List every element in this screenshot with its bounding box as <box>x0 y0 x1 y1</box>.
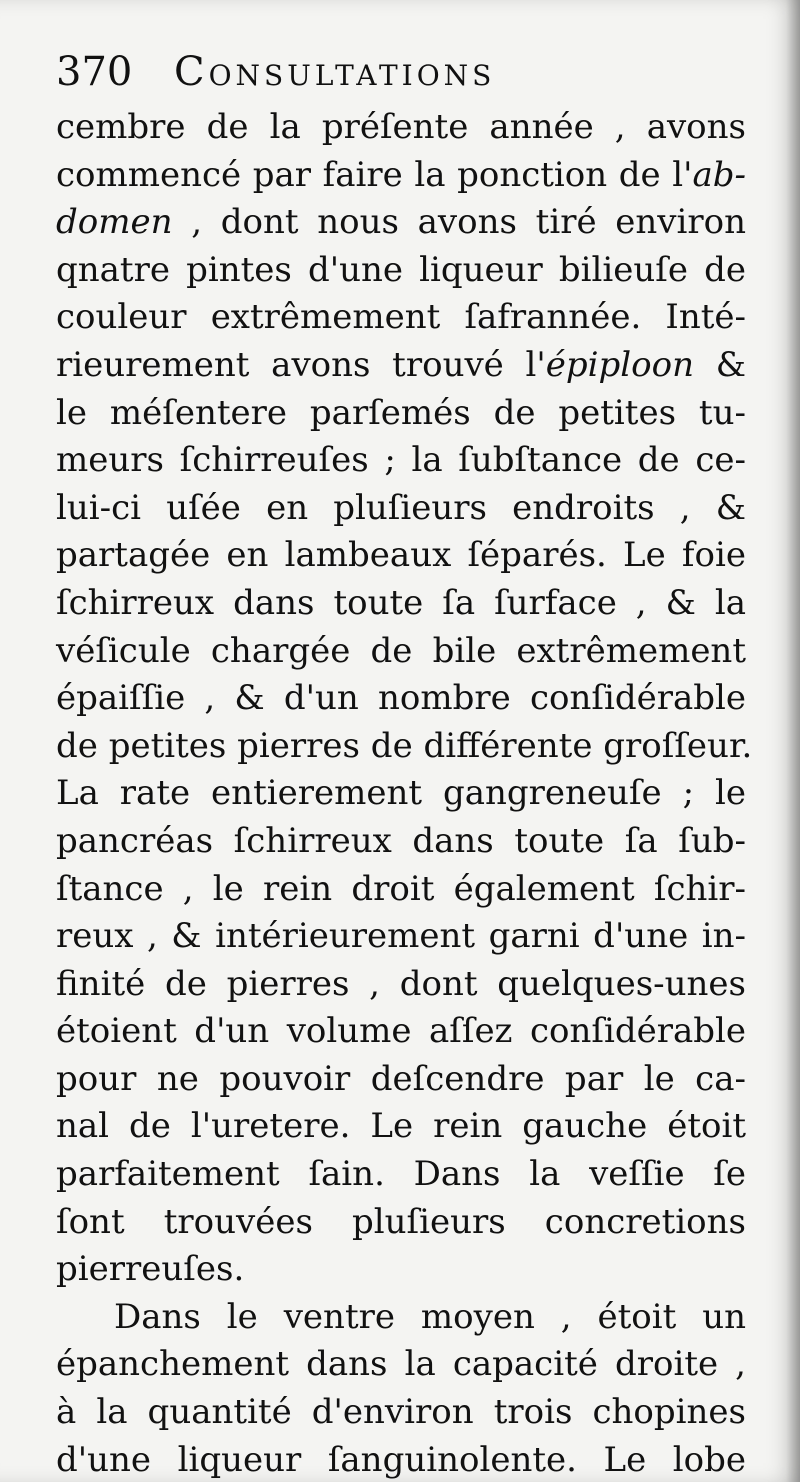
running-head <box>56 44 756 100</box>
text-line: véſicule chargée de bile extrêmement <box>56 630 746 671</box>
text-line: reux , & intérieurement garni d'une in- <box>56 916 746 957</box>
text-line: étoient d'un volume aſſez conſidérable <box>56 1011 746 1052</box>
text-line: pancréas ſchirreux dans toute ſa ſub- <box>56 820 746 861</box>
text-line: partagée en lambeaux ſéparés. Le foie <box>56 535 746 576</box>
text-line: épanchement dans la capacité droite , <box>56 1344 746 1385</box>
text-line: ſchirreux dans toute ſa ſurface , & la <box>56 582 746 623</box>
page-edge-shadow <box>786 0 800 1482</box>
text-line-last: pierreuſes. <box>56 1249 245 1290</box>
text-line: à la quantité d'environ trois chopines <box>56 1392 746 1433</box>
text-line: La rate entierement gangreneuſe ; le <box>56 773 746 814</box>
text-line-split: domen , dont nous avons tiré environ <box>56 202 746 243</box>
text-line-indented: Dans le ventre moyen , étoit un <box>114 1296 746 1337</box>
running-title: Consultations <box>174 49 496 95</box>
text-line: lui-ci uſée en pluſieurs endroits , & <box>56 487 746 528</box>
text-line: nal de l'uretere. Le rein gauche étoit <box>56 1106 746 1147</box>
text-line: parfaitement ſain. Dans la veſſie ſe <box>56 1154 746 1195</box>
text-line: ſtance , le rein droit également ſchir- <box>56 868 746 909</box>
text-line: le méſentere parſemés de petites tu- <box>56 392 746 433</box>
text-line: qnatre pintes d'une liqueur bilieuſe de <box>56 249 746 290</box>
text-line: pour ne pouvoir deſcendre par le ca- <box>56 1058 746 1099</box>
page-number: 370 <box>56 49 133 95</box>
text-line: d'une liqueur ſanguinolente. Le lobe <box>56 1439 746 1480</box>
body-text <box>56 104 753 1482</box>
text-line: couleur extrêmement ſafrannée. Inté- <box>56 297 746 338</box>
text-line: ſont trouvées pluſieurs concretions <box>56 1201 746 1242</box>
text-line: épaiſſie , & d'un nombre conſidérable <box>56 678 746 719</box>
text-line: finité de pierres , dont quelques-unes <box>56 963 746 1004</box>
text-line-italic: rieurement avons trouvé l'épiploon & <box>56 344 746 385</box>
text-line: cembre de la préſente année , avons <box>56 107 746 147</box>
text-line-split: commencé par faire la ponction de l'ab- <box>56 154 746 195</box>
text-line: meurs ſchirreuſes ; la ſubſtance de ce- <box>56 440 746 481</box>
text-line: de petites pierres de différente groſſeur. <box>56 725 753 766</box>
